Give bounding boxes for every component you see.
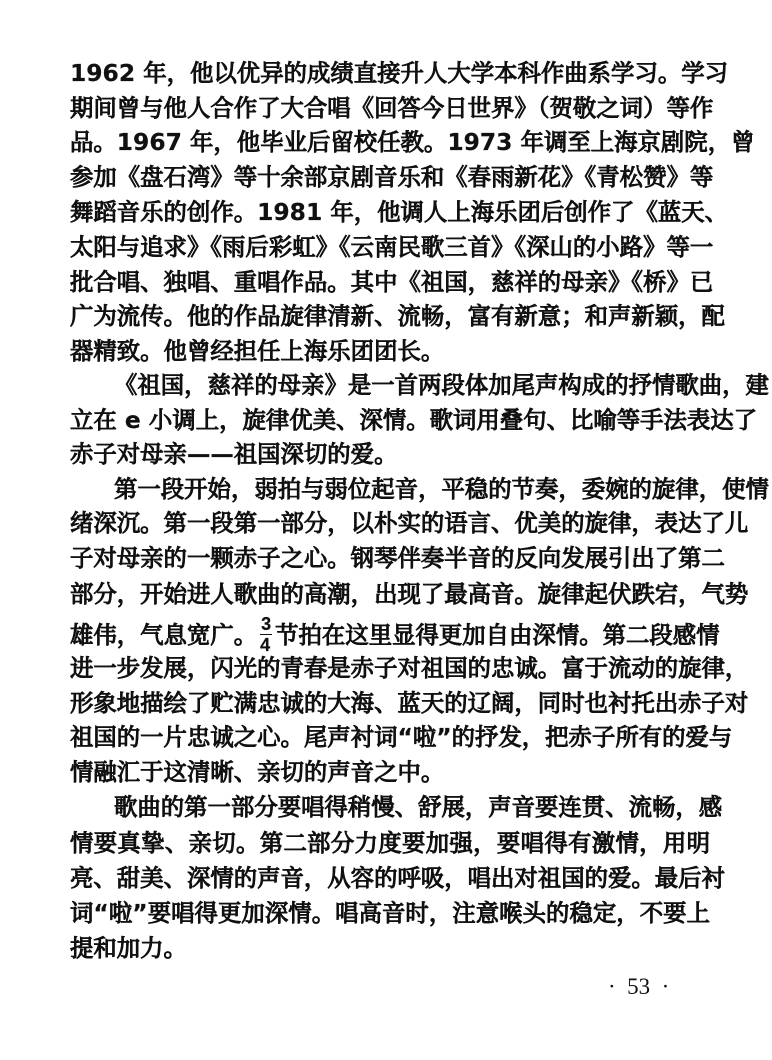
text-line: 歌曲的第一部分要唱得稍慢、舒展，声音要连贯、流畅，感 xyxy=(114,793,723,821)
text-line-with-fraction xyxy=(70,614,720,655)
text-line: 形象地描绘了贮满忠诚的大海、蓝天的辽阔，同时也衬托出赤子对 xyxy=(70,689,749,717)
text-line: 情要真挚、亲切。第二部分力度要加强，要唱得有激情，用明 xyxy=(70,829,710,857)
text-line: 批合唱、独唱、重唱作品。其中《祖国，慈祥的母亲》《桥》已 xyxy=(70,268,714,296)
text-line: 情融汇于这清晰、亲切的声音之中。 xyxy=(70,758,445,786)
text-line: 第一段开始，弱拍与弱位起音，平稳的节奏，委婉的旋律，使情 xyxy=(114,475,769,503)
text-line: 亮、甜美、深情的声音，从容的呼吸，唱出对祖国的爱。最后衬 xyxy=(70,864,725,892)
text-line: 参加《盘石湾》等十余部京剧音乐和《春雨新花》《青松赞》等 xyxy=(70,163,714,191)
text-line: 1962 年，他以优异的成绩直接升人大学本科作曲系学习。学习 xyxy=(70,59,729,87)
text-line: 器精致。他曾经担任上海乐团团长。 xyxy=(70,337,445,365)
text-line: 品。1967 年，他毕业后留校任教。1973 年调至上海京剧院，曾 xyxy=(70,128,755,156)
text-segment: 雄伟，气息宽广。 xyxy=(70,621,258,649)
text-line: 进一步发展，闪光的青春是赤子对祖国的忠诚。富于流动的旋律， xyxy=(70,654,749,682)
text-segment: 节拍在这里显得更加自由深情。第二段感情 xyxy=(275,621,720,649)
text-line: 太阳与追求》《雨后彩虹》《云南民歌三首》《深山的小路》等一 xyxy=(70,233,714,261)
text-line: 提和加力。 xyxy=(70,934,187,962)
fraction-numerator: 3 xyxy=(261,614,272,634)
text-line: 《祖国，慈祥的母亲》是一首两段体加尾声构成的抒情歌曲，建 xyxy=(114,371,769,399)
time-signature-fraction xyxy=(260,615,272,654)
text-line: 词“啦”要唱得更加深情。唱高音时，注意喉头的稳定，不要上 xyxy=(70,899,710,927)
text-line: 部分，开始进人歌曲的高潮，出现了最高音。旋律起伏跌宕，气势 xyxy=(70,580,749,608)
fraction-denominator: 4 xyxy=(260,635,271,655)
text-line: 期间曾与他人合作了大合唱《回答今日世界》（贺敬之词）等作 xyxy=(70,94,714,122)
text-line: 绪深沉。第一段第一部分，以朴实的语言、优美的旋律，表达了儿 xyxy=(70,509,749,537)
text-line: 子对母亲的一颗赤子之心。钢琴伴奏半音的反向发展引出了第二 xyxy=(70,544,725,572)
page-number: · 53 · xyxy=(608,974,670,999)
text-line: 立在 e 小调上，旋律优美、深情。歌词用叠句、比喻等手法表达了 xyxy=(70,406,758,434)
text-line: 舞蹈音乐的创作。1981 年，他调人上海乐团后创作了《蓝天、 xyxy=(70,198,729,226)
text-line: 广为流传。他的作品旋律清新、流畅，富有新意；和声新颖，配 xyxy=(70,302,725,330)
text-line: 祖国的一片忠诚之心。尾声衬词“啦”的抒发，把赤子所有的爱与 xyxy=(70,723,733,751)
text-line: 赤子对母亲——祖国深切的爱。 xyxy=(70,440,398,468)
